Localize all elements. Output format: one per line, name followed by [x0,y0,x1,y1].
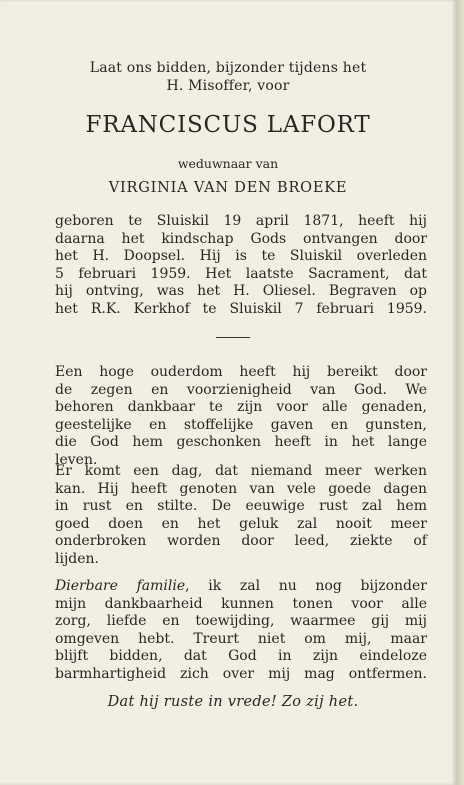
text-line: in rust en stilte. De eeuwige rust zal hem [55,498,427,514]
closing-prayer: Dat hij ruste in vrede! Zo zij het. [107,694,359,710]
rest-paragraph [55,463,427,568]
text-line: daarna het kindschap Gods ontvangen door [55,230,427,247]
text-line: blijft bidden, dat God in zijn eindeloze [55,648,427,664]
text-line: het R.K. Kerkhof te Sluiskil 7 februari 1959. [55,300,427,317]
section-divider [216,337,250,338]
spouse-name: VIRGINIA VAN DEN BROEKE [108,180,348,196]
text-line: behoren dankbaar te zijn voor alle genaden, [55,399,427,415]
text-line: zorg, liefde en toewijding, waarmee gij mij [55,613,427,629]
intro-line-1: Laat ons bidden, bijzonder tijdens het [89,60,367,76]
text-line: Er komt een dag, dat niemand meer werken [55,463,427,479]
text-line: de zegen en voorzienigheid van God. We [55,381,427,398]
text-line: geboren te Sluiskil 19 april 1871, heeft hij [55,213,427,229]
text-line: omgeven hebt. Treurt niet om mij, maar [55,630,427,647]
text-line: hij ontving, was het H. Oliesel. Begraven op [55,283,427,299]
widower-label: weduwnaar van [177,156,279,171]
text-line: het H. Doopsel. Hij is te Sluiskil overleden [55,248,427,264]
card-edge [456,0,464,785]
text-line: geestelijke en stoffelijke gaven en gunsten, [55,416,427,433]
text-line: goed doen en het geluk zal nooit meer [55,515,427,532]
text-line: onderbroken worden door leed, ziekte of [55,533,427,549]
text-line: barmhartigheid zich over mij mag ontfermen. [55,665,427,682]
blessing-paragraph [55,364,427,469]
text-line: leven. [55,451,98,468]
intro-line-2: H. Misoffer, voor [166,78,290,94]
text-fragment: , ik zal nu nog bijzonder [185,578,427,594]
family-paragraph [55,578,427,683]
text-line: Een hoge ouderdom heeft hij bereikt door [55,364,427,380]
deceased-name: FRANCISCUS LAFORT [85,112,371,138]
text-line: lijden. [55,550,100,567]
family-address: Dierbare familie [55,578,186,594]
text-line: kan. Hij heeft genoten van vele goede dagen [55,480,427,497]
biography-paragraph [55,213,427,318]
text-line: 5 februari 1959. Het laatste Sacrament, dat [55,265,427,282]
text-line [55,578,427,596]
text-line: mijn dankbaarheid kunnen tonen voor alle [55,595,427,612]
text-line: die God hem geschonken heeft in het lange [55,434,427,450]
